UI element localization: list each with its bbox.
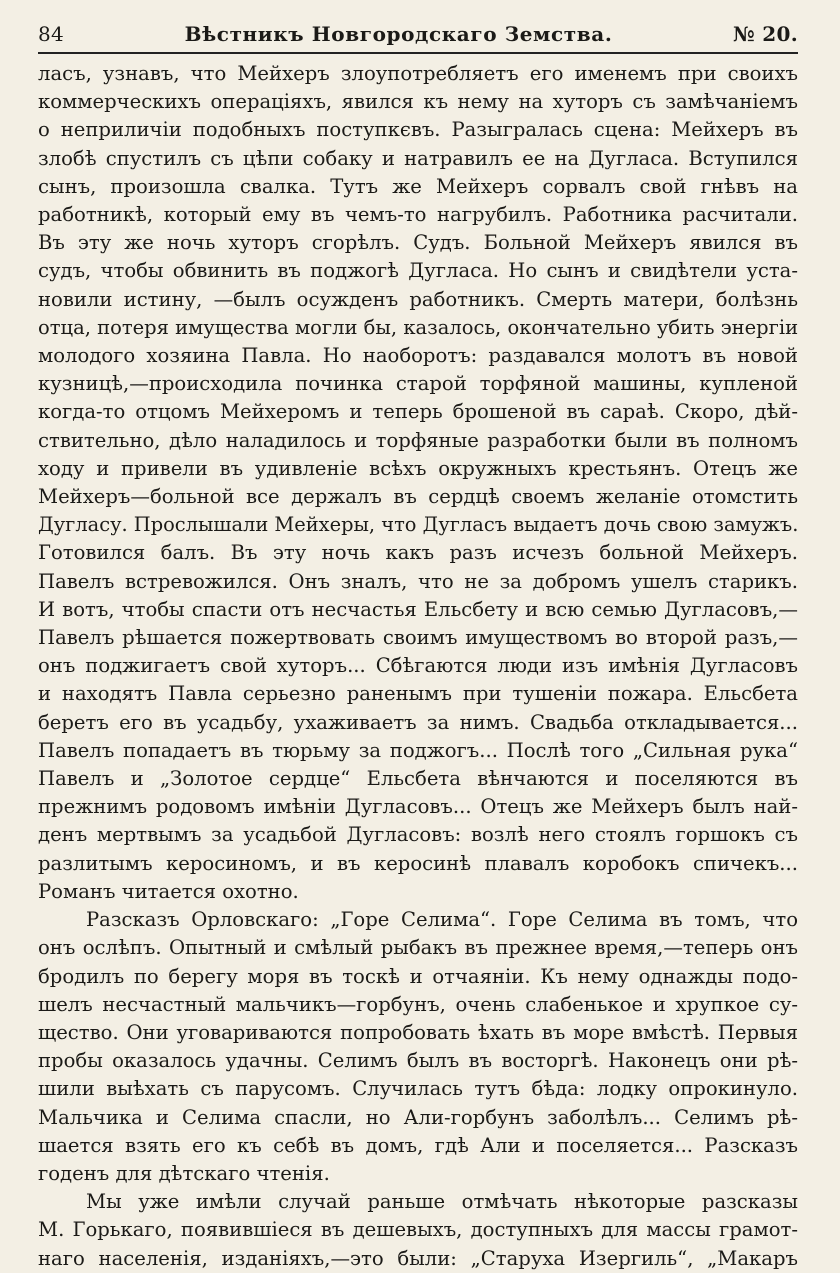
text-line: Мы уже имѣли случай раньше отмѣчать нѣкоторые разсказы [86,1190,798,1214]
text-line: работникѣ, который ему въ чемъ-то нагрубилъ. Работника расчитали. [38,203,798,227]
text-line: пробы оказалось удачны. Селимъ былъ въ восторгѣ. Наконецъ они рѣ- [38,1049,798,1073]
text-line: И вотъ, чтобы спасти отъ несчастья Ельсбету и всю семью Дугласовъ,— [38,597,798,621]
page-number: 84 [38,22,65,46]
text-line: щество. Они уговариваются попробовать ѣхать въ море вмѣстѣ. Первыя [38,1020,798,1044]
text-line: ходу и привели въ удивленіе всѣхъ окружныхъ крестьянъ. Отецъ же [38,456,798,480]
journal-title: Вѣстникъ Новгородскаго Земства. [184,22,613,46]
header-rule [38,52,798,54]
text-line: отца, потеря имущества могли бы, казалось, окончательно убить энергіи [38,315,799,339]
text-line: Мейхеръ—больной все держалъ въ сердцѣ своемъ желаніе отомстить [38,485,798,509]
text-line: Дугласу. Прослышали Мейхеры, что Дугласъ выдаетъ дочь свою замужъ. [38,513,799,537]
text-line: кузницѣ,—происходила починка старой торфяной машины, купленой [38,372,798,396]
running-header [38,22,798,52]
text-line: о неприличіи подобныхъ поступкєвъ. Разыгралась сцена: Мейхеръ въ [38,118,798,142]
text-line: прежнимъ родовомъ имѣніи Дугласовъ... Отецъ же Мейхеръ былъ най- [38,795,798,819]
text-line: беретъ его въ усадьбу, ухаживаетъ за нимъ. Свадьба откладывается... [38,710,798,734]
text-line: новили истину, —былъ осужденъ работникъ. Смерть матери, болѣзнь [38,287,798,311]
text-line: и находятъ Павла серьезно раненымъ при тушеніи пожара. Ельсбета [38,682,798,706]
text-line: сынъ, произошла свалка. Тутъ же Мейхеръ сорвалъ свой гнѣвъ на [38,174,798,198]
text-line: Павелъ попадаетъ въ тюрьму за поджогъ... Послѣ того „Сильная рука“ [38,738,798,762]
text-line: злобѣ спустилъ съ цѣпи собаку и натравилъ ее на Дугласа. Вступился [38,146,798,170]
text-line: судъ, чтобы обвинить въ поджогѣ Дугласа. Но сынъ и свидѣтели уста- [38,259,798,283]
text-line: когда-то отцомъ Мейхеромъ и теперь брошеной въ сараѣ. Скоро, дѣй- [38,400,798,424]
text-line: шается взять его къ себѣ въ домъ, гдѣ Али и поселяется... Разсказъ [38,1133,798,1157]
text-line: молодого хозяина Павла. Но наоборотъ: раздавался молотъ въ новой [38,344,798,368]
text-line: ствительно, дѣло наладилось и торфяные разработки были въ полномъ [38,428,798,452]
body-text [38,60,798,1273]
text-line: Мальчика и Селима спасли, но Али-горбунъ заболѣлъ... Селимъ рѣ- [38,1105,798,1129]
text-line: коммерческихъ операціяхъ, явился къ нему на хуторъ съ замѣчаніемъ [38,90,798,114]
issue-number: № 20. [732,22,798,46]
text-line: годенъ для дѣтскаго чтенія. [38,1161,330,1185]
text-line: ласъ, узнавъ, что Мейхеръ злоупотребляетъ его именемъ при своихъ [38,62,798,85]
text-line: бродилъ по берегу моря въ тоскѣ и отчаяніи. Къ нему однажды подо- [38,964,798,988]
text-line: Романъ читается охотно. [38,879,299,903]
text-line: разлитымъ керосиномъ, и въ керосинѣ плавалъ коробокъ спичекъ... [38,851,798,875]
text-line: шелъ несчастный мальчикъ—горбунъ, очень слабенькое и хрупкое су- [38,992,798,1016]
text-line: онъ поджигаетъ свой хуторъ... Сбѣгаются люди изъ имѣнія Дугласовъ [38,654,798,678]
text-line: М. Горькаго, появившіеся въ дешевыхъ, доступныхъ для массы грамот- [38,1218,798,1242]
text-line: денъ мертвымъ за усадьбой Дугласовъ: возлѣ него стоялъ горшокъ съ [38,823,798,847]
text-line: Готовился балъ. Въ эту ночь какъ разъ исчезъ больной Мейхеръ. [38,541,798,565]
text-line: шили выѣхать съ парусомъ. Случилась тутъ бѣда: лодку опрокинуло. [38,1077,798,1101]
text-line: наго населенія, изданіяхъ,—это были: „Старуха Изергиль“, „Макаръ [38,1246,798,1270]
text-line: Павелъ рѣшается пожертвовать своимъ имуществомъ во второй разъ,— [38,626,798,650]
text-line: Въ эту же ночь хуторъ сгорѣлъ. Судъ. Больной Мейхеръ явился въ [38,231,798,255]
text-line: Павелъ и „Золотое сердце“ Ельсбета вѣнчаются и поселяются въ [38,767,798,791]
text-line: Павелъ встревожился. Онъ зналъ, что не за добромъ ушелъ старикъ. [38,569,798,593]
text-line: Разсказъ Орловскаго: „Горе Селима“. Горе Селима въ томъ, что [86,908,798,932]
text-line: онъ ослѣпъ. Опытный и смѣлый рыбакъ въ прежнее время,—теперь онъ [38,936,798,960]
